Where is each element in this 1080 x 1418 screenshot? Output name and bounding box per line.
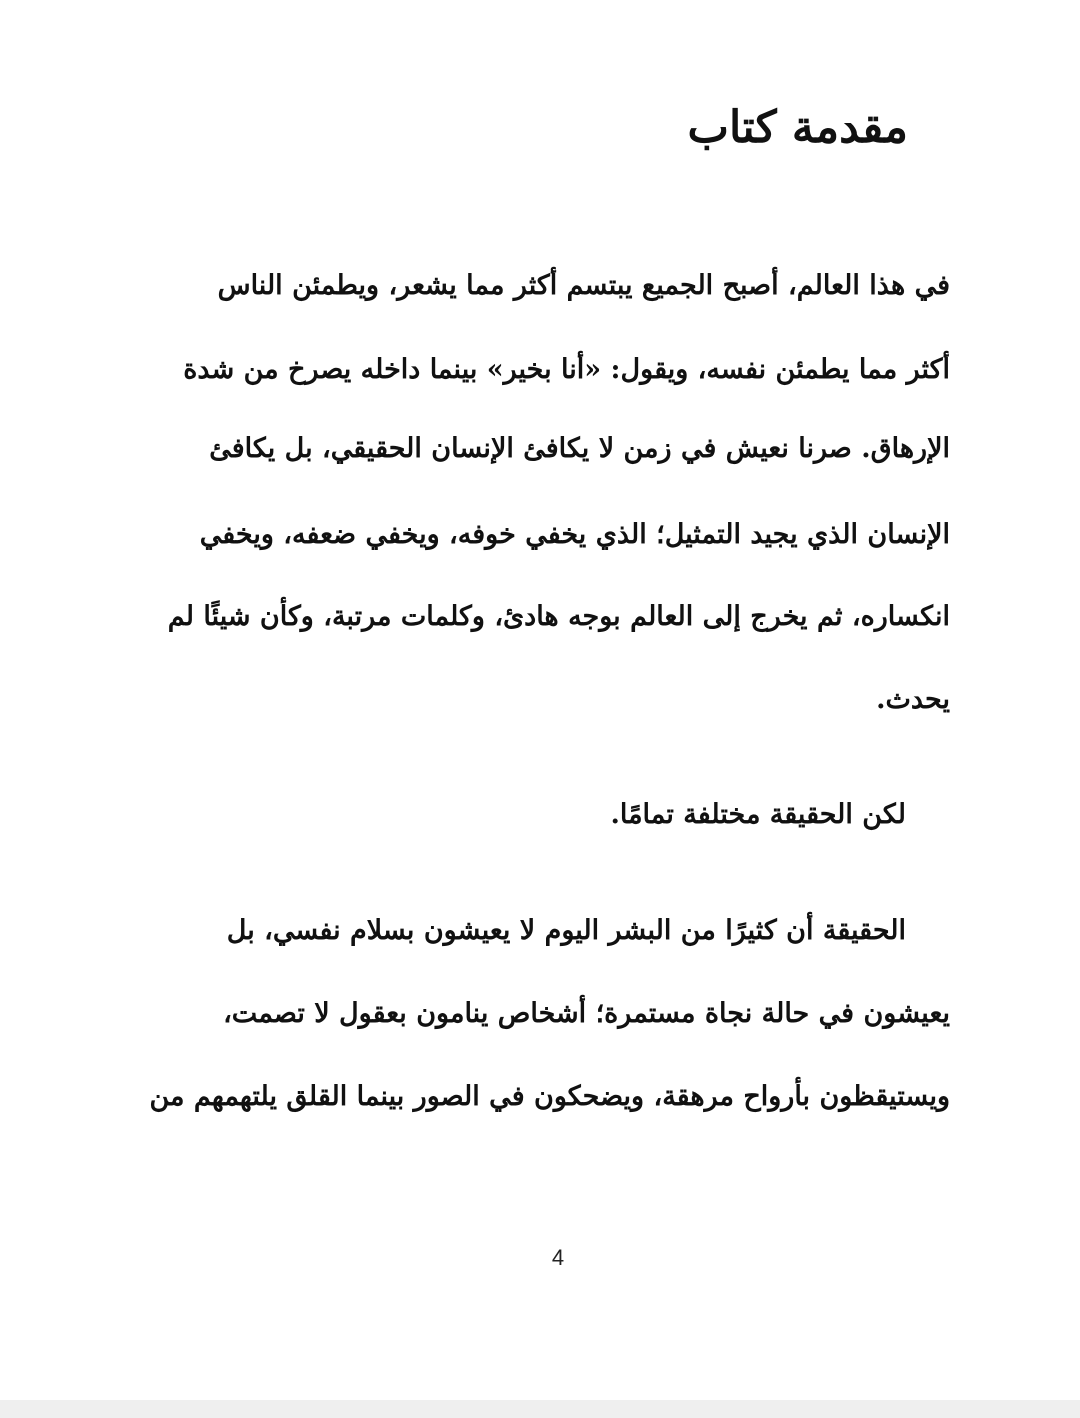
paragraph-1-line: في هذا العالم، أصبح الجميع يبتسم أكثر مما يشعر، ويطمئن الناس xyxy=(217,270,950,301)
paragraph-2-line: لكن الحقيقة مختلفة تمامًا. xyxy=(610,799,906,830)
paragraph-1-line: أكثر مما يطمئن نفسه، ويقول: «أنا بخير» بينما داخله يصرخ من شدة xyxy=(183,354,950,385)
paragraph-1-line: يحدث. xyxy=(876,684,950,715)
paragraph-3-line: يعيشون في حالة نجاة مستمرة؛ أشخاص ينامون بعقول لا تصمت، xyxy=(223,998,950,1029)
paragraph-1-line: الإرهاق. صرنا نعيش في زمن لا يكافئ الإنسان الحقيقي، بل يكافئ xyxy=(209,433,950,464)
page-title: مقدمة كتاب xyxy=(687,102,908,153)
paragraph-3-line: الحقيقة أن كثيرًا من البشر اليوم لا يعيشون بسلام نفسي، بل xyxy=(226,915,906,946)
viewer-bottom-edge xyxy=(0,1400,1080,1418)
paragraph-1-line: الإنسان الذي يجيد التمثيل؛ الذي يخفي خوفه، ويخفي ضعفه، ويخفي xyxy=(199,519,950,550)
paragraph-3-line: ويستيقظون بأرواح مرهقة، ويضحكون في الصور بينما القلق يلتهمهم من xyxy=(149,1081,950,1112)
paragraph-1-line: انكساره، ثم يخرج إلى العالم بوجه هادئ، وكلمات مرتبة، وكأن شيئًا لم xyxy=(167,601,950,632)
page-number: 4 xyxy=(551,1245,565,1270)
